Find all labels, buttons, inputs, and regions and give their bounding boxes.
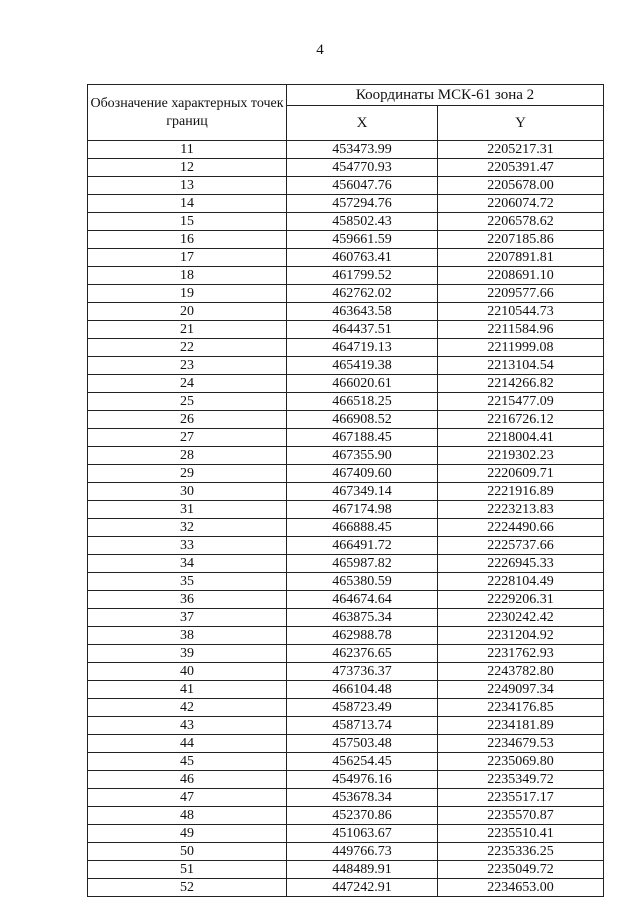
point-cell: 43: [88, 717, 287, 735]
point-cell: 41: [88, 681, 287, 699]
x-coordinate-cell: 466104.48: [287, 681, 438, 699]
point-cell: 33: [88, 537, 287, 555]
y-coordinate-cell: 2235049.72: [438, 861, 604, 879]
point-cell: 51: [88, 861, 287, 879]
table-row: [88, 681, 604, 699]
y-coordinate-cell: 2235336.25: [438, 843, 604, 861]
y-coordinate-cell: 2249097.34: [438, 681, 604, 699]
table-row: [88, 393, 604, 411]
y-coordinate-cell: 2215477.09: [438, 393, 604, 411]
coordinates-table: [87, 84, 604, 897]
point-cell: 16: [88, 231, 287, 249]
x-coordinate-cell: 462376.65: [287, 645, 438, 663]
y-coordinate-cell: 2206578.62: [438, 213, 604, 231]
x-coordinate-cell: 462988.78: [287, 627, 438, 645]
table-row: [88, 249, 604, 267]
x-coordinate-cell: 466491.72: [287, 537, 438, 555]
x-coordinate-cell: 467349.14: [287, 483, 438, 501]
table-row: [88, 429, 604, 447]
y-coordinate-cell: 2228104.49: [438, 573, 604, 591]
y-coordinate-cell: 2218004.41: [438, 429, 604, 447]
x-coordinate-cell: 467174.98: [287, 501, 438, 519]
point-cell: 30: [88, 483, 287, 501]
table-row: [88, 447, 604, 465]
y-coordinate-cell: 2234679.53: [438, 735, 604, 753]
x-coordinate-cell: 454976.16: [287, 771, 438, 789]
y-coordinate-cell: 2220609.71: [438, 465, 604, 483]
table-row: [88, 501, 604, 519]
table-row: [88, 177, 604, 195]
point-cell: 50: [88, 843, 287, 861]
y-coordinate-cell: 2205391.47: [438, 159, 604, 177]
x-coordinate-cell: 456254.45: [287, 753, 438, 771]
table-row: [88, 195, 604, 213]
table-row: [88, 771, 604, 789]
y-coordinate-cell: 2230242.42: [438, 609, 604, 627]
table-row: [88, 537, 604, 555]
point-cell: 40: [88, 663, 287, 681]
x-coordinate-cell: 456047.76: [287, 177, 438, 195]
x-coordinate-cell: 465419.38: [287, 357, 438, 375]
point-cell: 12: [88, 159, 287, 177]
x-coordinate-cell: 473736.37: [287, 663, 438, 681]
y-coordinate-cell: 2231762.93: [438, 645, 604, 663]
y-coordinate-cell: 2226945.33: [438, 555, 604, 573]
point-cell: 31: [88, 501, 287, 519]
table-row: [88, 357, 604, 375]
x-coordinate-cell: 464674.64: [287, 591, 438, 609]
y-coordinate-cell: 2225737.66: [438, 537, 604, 555]
point-cell: 29: [88, 465, 287, 483]
point-cell: 26: [88, 411, 287, 429]
x-coordinate-cell: 463875.34: [287, 609, 438, 627]
x-coordinate-cell: 462762.02: [287, 285, 438, 303]
y-coordinate-cell: 2207185.86: [438, 231, 604, 249]
point-cell: 28: [88, 447, 287, 465]
table-row: [88, 699, 604, 717]
x-coordinate-cell: 467355.90: [287, 447, 438, 465]
x-coordinate-cell: 448489.91: [287, 861, 438, 879]
table-row: [88, 303, 604, 321]
y-coordinate-cell: 2210544.73: [438, 303, 604, 321]
table-row: [88, 141, 604, 159]
x-coordinate-cell: 465380.59: [287, 573, 438, 591]
point-cell: 38: [88, 627, 287, 645]
point-cell: 46: [88, 771, 287, 789]
x-coordinate-cell: 454770.93: [287, 159, 438, 177]
point-cell: 17: [88, 249, 287, 267]
table-row: [88, 717, 604, 735]
point-cell: 37: [88, 609, 287, 627]
table-row: [88, 483, 604, 501]
table-row: [88, 267, 604, 285]
y-coordinate-cell: 2211584.96: [438, 321, 604, 339]
point-cell: 34: [88, 555, 287, 573]
page-number: 4: [316, 42, 324, 58]
x-coordinate-cell: 452370.86: [287, 807, 438, 825]
point-cell: 20: [88, 303, 287, 321]
y-coordinate-cell: 2235510.41: [438, 825, 604, 843]
table-row: [88, 753, 604, 771]
x-coordinate-cell: 458713.74: [287, 717, 438, 735]
y-coordinate-cell: 2207891.81: [438, 249, 604, 267]
y-coordinate-cell: 2243782.80: [438, 663, 604, 681]
y-coordinate-cell: 2206074.72: [438, 195, 604, 213]
x-coordinate-cell: 449766.73: [287, 843, 438, 861]
point-cell: 36: [88, 591, 287, 609]
point-cell: 11: [88, 141, 287, 159]
point-cell: 52: [88, 879, 287, 897]
table-row: [88, 789, 604, 807]
y-coordinate-cell: 2235069.80: [438, 753, 604, 771]
x-coordinate-cell: 453473.99: [287, 141, 438, 159]
x-coordinate-cell: 451063.67: [287, 825, 438, 843]
point-cell: 27: [88, 429, 287, 447]
table-row: [88, 519, 604, 537]
y-coordinate-cell: 2224490.66: [438, 519, 604, 537]
point-cell: 42: [88, 699, 287, 717]
coordinates-system-header: Координаты МСК-61 зона 2: [287, 85, 604, 106]
y-coordinate-cell: 2231204.92: [438, 627, 604, 645]
table-row: [88, 285, 604, 303]
x-coordinate-cell: 466888.45: [287, 519, 438, 537]
y-coordinate-cell: 2234653.00: [438, 879, 604, 897]
y-coordinate-cell: 2216726.12: [438, 411, 604, 429]
x-coordinate-cell: 453678.34: [287, 789, 438, 807]
point-cell: 49: [88, 825, 287, 843]
point-cell: 13: [88, 177, 287, 195]
y-column-header: Y: [438, 106, 604, 141]
table-row: [88, 825, 604, 843]
x-coordinate-cell: 467409.60: [287, 465, 438, 483]
point-cell: 19: [88, 285, 287, 303]
y-coordinate-cell: 2209577.66: [438, 285, 604, 303]
x-coordinate-cell: 463643.58: [287, 303, 438, 321]
point-cell: 45: [88, 753, 287, 771]
table-row: [88, 663, 604, 681]
x-coordinate-cell: 458723.49: [287, 699, 438, 717]
table-row: [88, 339, 604, 357]
point-cell: 44: [88, 735, 287, 753]
x-coordinate-cell: 467188.45: [287, 429, 438, 447]
x-coordinate-cell: 466908.52: [287, 411, 438, 429]
x-coordinate-cell: 461799.52: [287, 267, 438, 285]
y-coordinate-cell: 2205678.00: [438, 177, 604, 195]
x-coordinate-cell: 464437.51: [287, 321, 438, 339]
x-coordinate-cell: 464719.13: [287, 339, 438, 357]
y-coordinate-cell: 2235349.72: [438, 771, 604, 789]
y-coordinate-cell: 2208691.10: [438, 267, 604, 285]
point-cell: 21: [88, 321, 287, 339]
table-row: [88, 861, 604, 879]
point-cell: 22: [88, 339, 287, 357]
table-row: [88, 573, 604, 591]
table-row: [88, 879, 604, 897]
table-row: [88, 843, 604, 861]
point-cell: 39: [88, 645, 287, 663]
y-coordinate-cell: 2234176.85: [438, 699, 604, 717]
y-coordinate-cell: 2234181.89: [438, 717, 604, 735]
point-cell: 48: [88, 807, 287, 825]
table-body: [88, 141, 604, 897]
x-coordinate-cell: 458502.43: [287, 213, 438, 231]
table-row: [88, 735, 604, 753]
y-coordinate-cell: 2229206.31: [438, 591, 604, 609]
x-coordinate-cell: 457503.48: [287, 735, 438, 753]
point-cell: 24: [88, 375, 287, 393]
x-coordinate-cell: 447242.91: [287, 879, 438, 897]
table-row: [88, 231, 604, 249]
point-cell: 23: [88, 357, 287, 375]
point-cell: 35: [88, 573, 287, 591]
y-coordinate-cell: 2235517.17: [438, 789, 604, 807]
table-row: [88, 645, 604, 663]
point-designation-header: Обозначение характерных точек границ: [88, 85, 287, 141]
x-coordinate-cell: 460763.41: [287, 249, 438, 267]
x-coordinate-cell: 459661.59: [287, 231, 438, 249]
y-coordinate-cell: 2205217.31: [438, 141, 604, 159]
x-coordinate-cell: 457294.76: [287, 195, 438, 213]
table-row: [88, 213, 604, 231]
table-row: [88, 591, 604, 609]
y-coordinate-cell: 2235570.87: [438, 807, 604, 825]
table-row: [88, 159, 604, 177]
y-coordinate-cell: 2219302.23: [438, 447, 604, 465]
y-coordinate-cell: 2221916.89: [438, 483, 604, 501]
x-coordinate-cell: 466020.61: [287, 375, 438, 393]
x-coordinate-cell: 465987.82: [287, 555, 438, 573]
point-cell: 14: [88, 195, 287, 213]
table-row: [88, 807, 604, 825]
y-coordinate-cell: 2214266.82: [438, 375, 604, 393]
point-cell: 47: [88, 789, 287, 807]
table-row: [88, 321, 604, 339]
table-row: [88, 465, 604, 483]
y-coordinate-cell: 2213104.54: [438, 357, 604, 375]
point-cell: 25: [88, 393, 287, 411]
point-cell: 32: [88, 519, 287, 537]
table-row: [88, 609, 604, 627]
table-header: [88, 85, 604, 141]
table-row: [88, 627, 604, 645]
y-coordinate-cell: 2211999.08: [438, 339, 604, 357]
x-column-header: X: [287, 106, 438, 141]
point-cell: 18: [88, 267, 287, 285]
table-row: [88, 375, 604, 393]
point-cell: 15: [88, 213, 287, 231]
y-coordinate-cell: 2223213.83: [438, 501, 604, 519]
table-row: [88, 555, 604, 573]
table-row: [88, 411, 604, 429]
x-coordinate-cell: 466518.25: [287, 393, 438, 411]
